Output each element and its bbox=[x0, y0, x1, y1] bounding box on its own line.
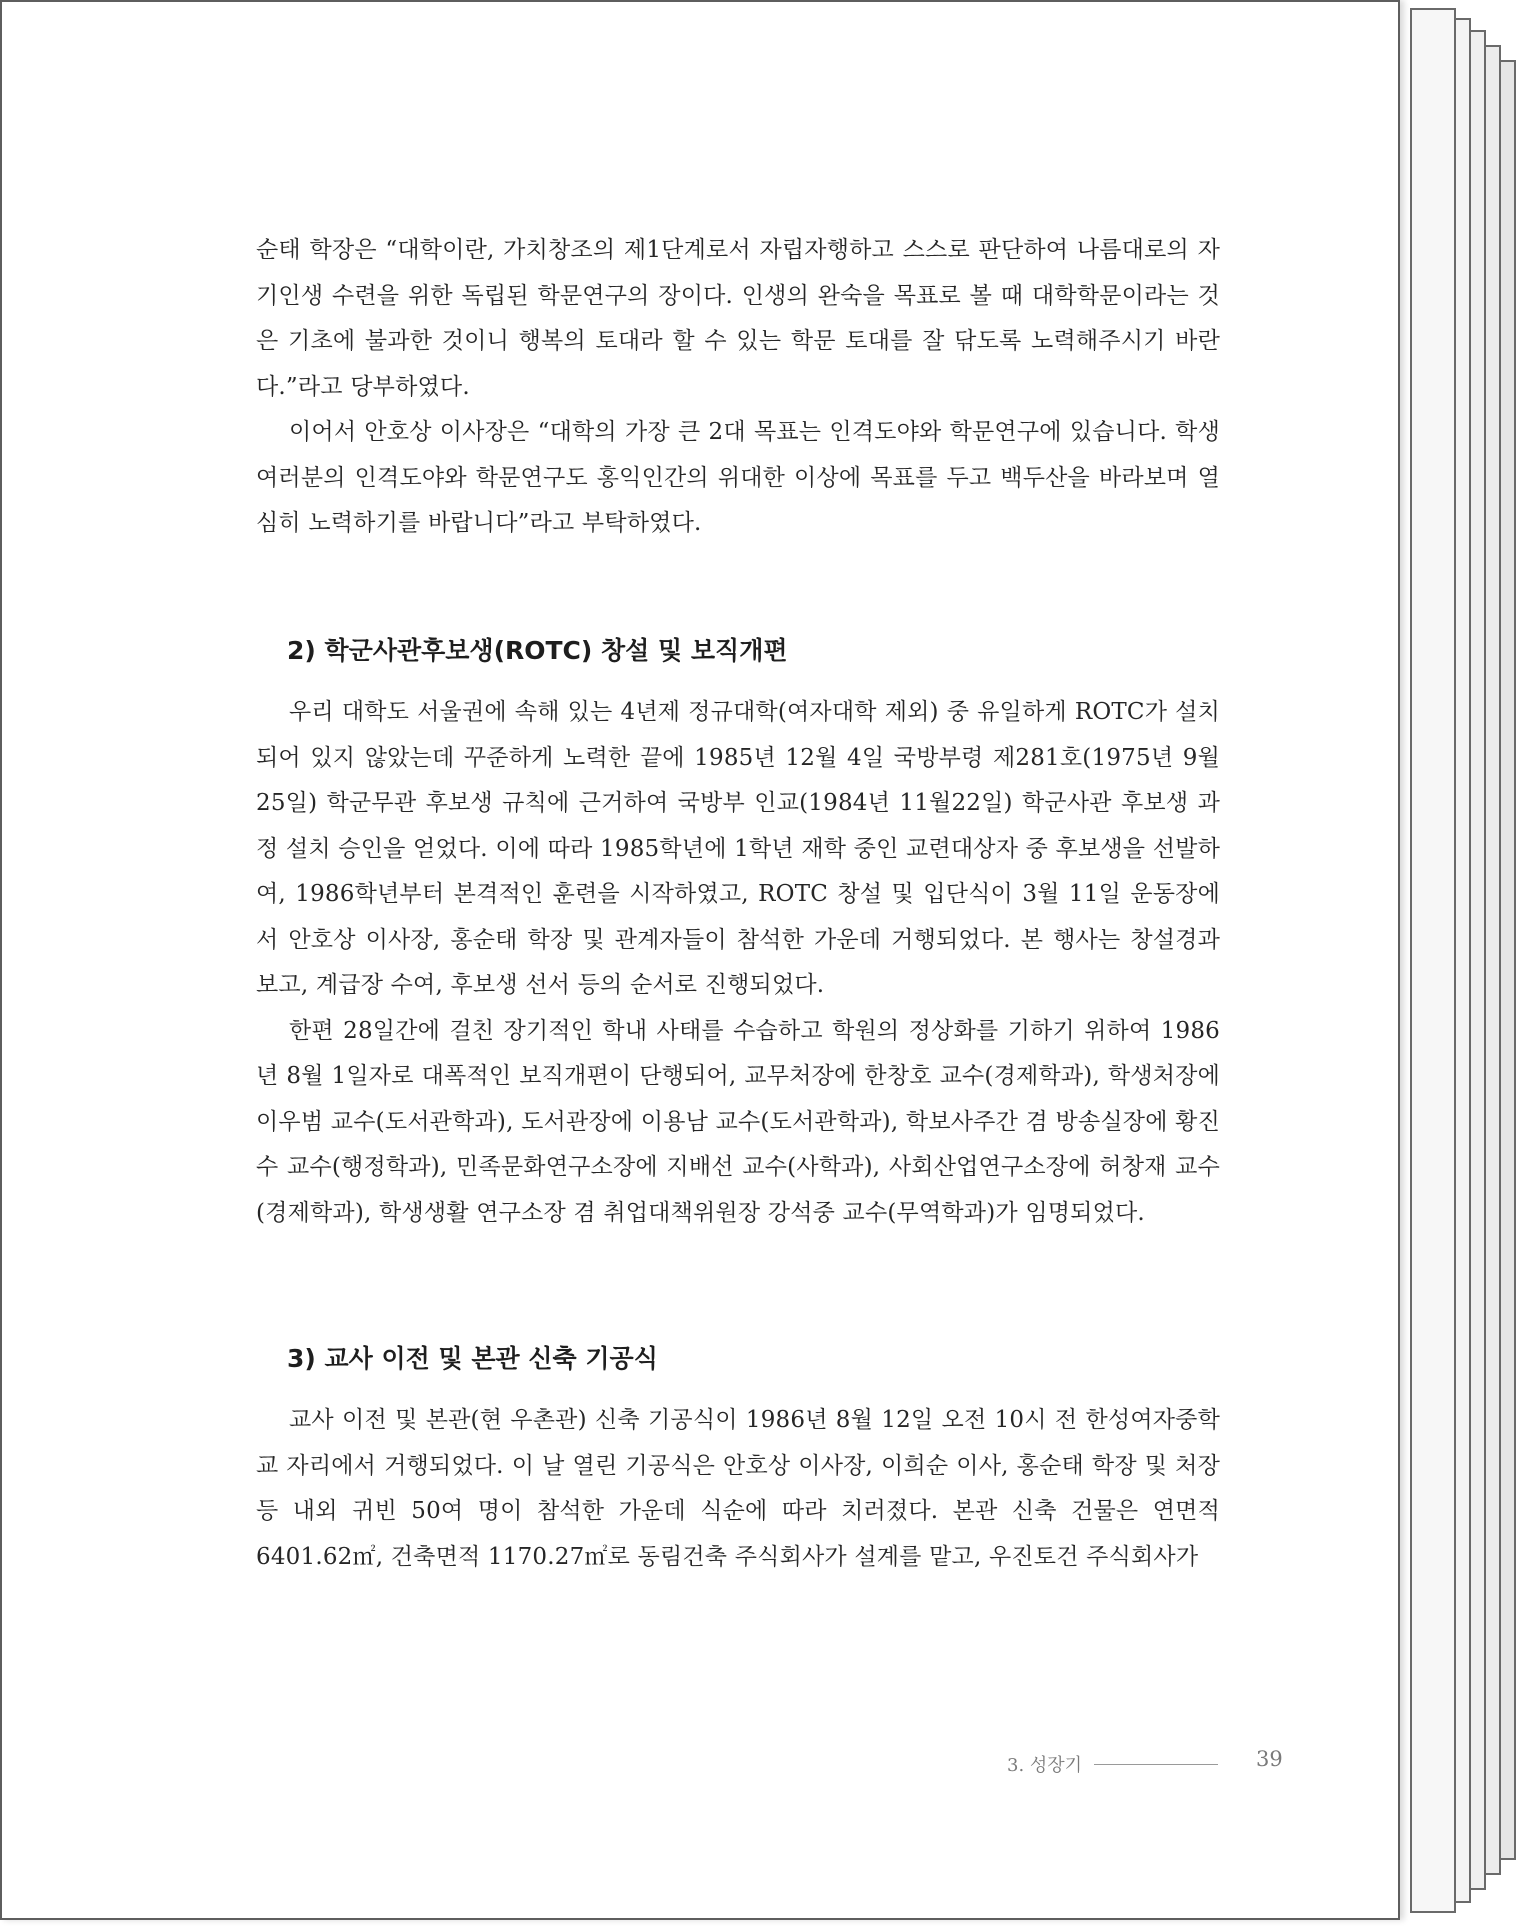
section-heading-groundbreaking: 3) 교사 이전 및 본관 신축 기공식 bbox=[287, 1344, 658, 1373]
paragraph: 교사 이전 및 본관(현 우촌관) 신축 기공식이 1986년 8월 12일 오전 10시 전 한성여자중학교 자리에서 거행되었다. 이 날 열린 기공식은 안호상 이사장, 이희순 이사, 홍순태 학장 및 처장 등 내외 귀빈 50여 명이 참석한 가운데 식순에 따라 치러졌다. 본관 신축 건물은 연면적 6401.62㎡, 건축면적 1170.27㎡로 동림건축 주식회사가 설계를 맡고, 우진토건 주식회사가 bbox=[256, 1407, 1220, 1570]
footer-rule bbox=[1094, 1764, 1218, 1765]
page-edge bbox=[1410, 8, 1456, 1913]
section-3-text-block bbox=[256, 1398, 1220, 1580]
paragraph: 한편 28일간에 걸친 장기적인 학내 사태를 수습하고 학원의 정상화를 기하기 위하여 1986년 8월 1일자로 대폭적인 보직개편이 단행되어, 교무처장에 한창호 교수(경제학과), 학생처장에 이우범 교수(도서관학과), 도서관장에 이용남 교수(도서관학과), 학보사주간 겸 방송실장에 황진수 교수(행정학과), 민족문화연구소장에 지배선 교수(사학과), 사회산업연구소장에 허창재 교수(경제학과), 학생생활 연구소장 겸 취업대책위원장 강석중 교수(무역학과)가 임명되었다. bbox=[256, 1017, 1220, 1226]
page-number: 39 bbox=[1256, 1747, 1283, 1771]
paragraph: 이어서 안호상 이사장은 “대학의 가장 큰 2대 목표는 인격도야와 학문연구에 있습니다. 학생 여러분의 인격도야와 학문연구도 홍익인간의 위대한 이상에 목표를 두고 백두산을 바라보며 열심히 노력하기를 바랍니다”라고 부탁하였다. bbox=[256, 419, 1220, 536]
paragraph: 우리 대학도 서울권에 속해 있는 4년제 정규대학(여자대학 제외) 중 유일하게 ROTC가 설치되어 있지 않았는데 꾸준하게 노력한 끝에 1985년 12월 4일 국방부령 제281호(1975년 9월 25일) 학군무관 후보생 규칙에 근거하여 국방부 인교(1984년 11월22일) 학군사관 후보생 과정 설치 승인을 얻었다. 이에 따라 1985학년에 1학년 재학 중인 교련대상자 중 후보생을 선발하여, 1986학년부터 본격적인 훈련을 시작하였고, ROTC 창설 및 입단식이 3월 11일 운동장에서 안호상 이사장, 홍순태 학장 및 관계자들이 참석한 가운데 거행되었다. 본 행사는 창설경과 보고, 계급장 수여, 후보생 선서 등의 순서로 진행되었다. bbox=[256, 699, 1220, 998]
intro-text-block bbox=[256, 228, 1220, 547]
running-footer-section: 3. 성장기 bbox=[1007, 1755, 1083, 1776]
section-2-text-block bbox=[256, 690, 1220, 1236]
section-heading-rotc: 2) 학군사관후보생(ROTC) 창설 및 보직개편 bbox=[287, 636, 788, 665]
paragraph: 순태 학장은 “대학이란, 가치창조의 제1단계로서 자립자행하고 스스로 판단하여 나름대로의 자기인생 수련을 위한 독립된 학문연구의 장이다. 인생의 완숙을 목표로 볼 때 대학학문이라는 것은 기초에 불과한 것이니 행복의 토대라 할 수 있는 학문 토대를 잘 닦도록 노력해주시기 바란다.”라고 당부하였다. bbox=[256, 237, 1220, 400]
